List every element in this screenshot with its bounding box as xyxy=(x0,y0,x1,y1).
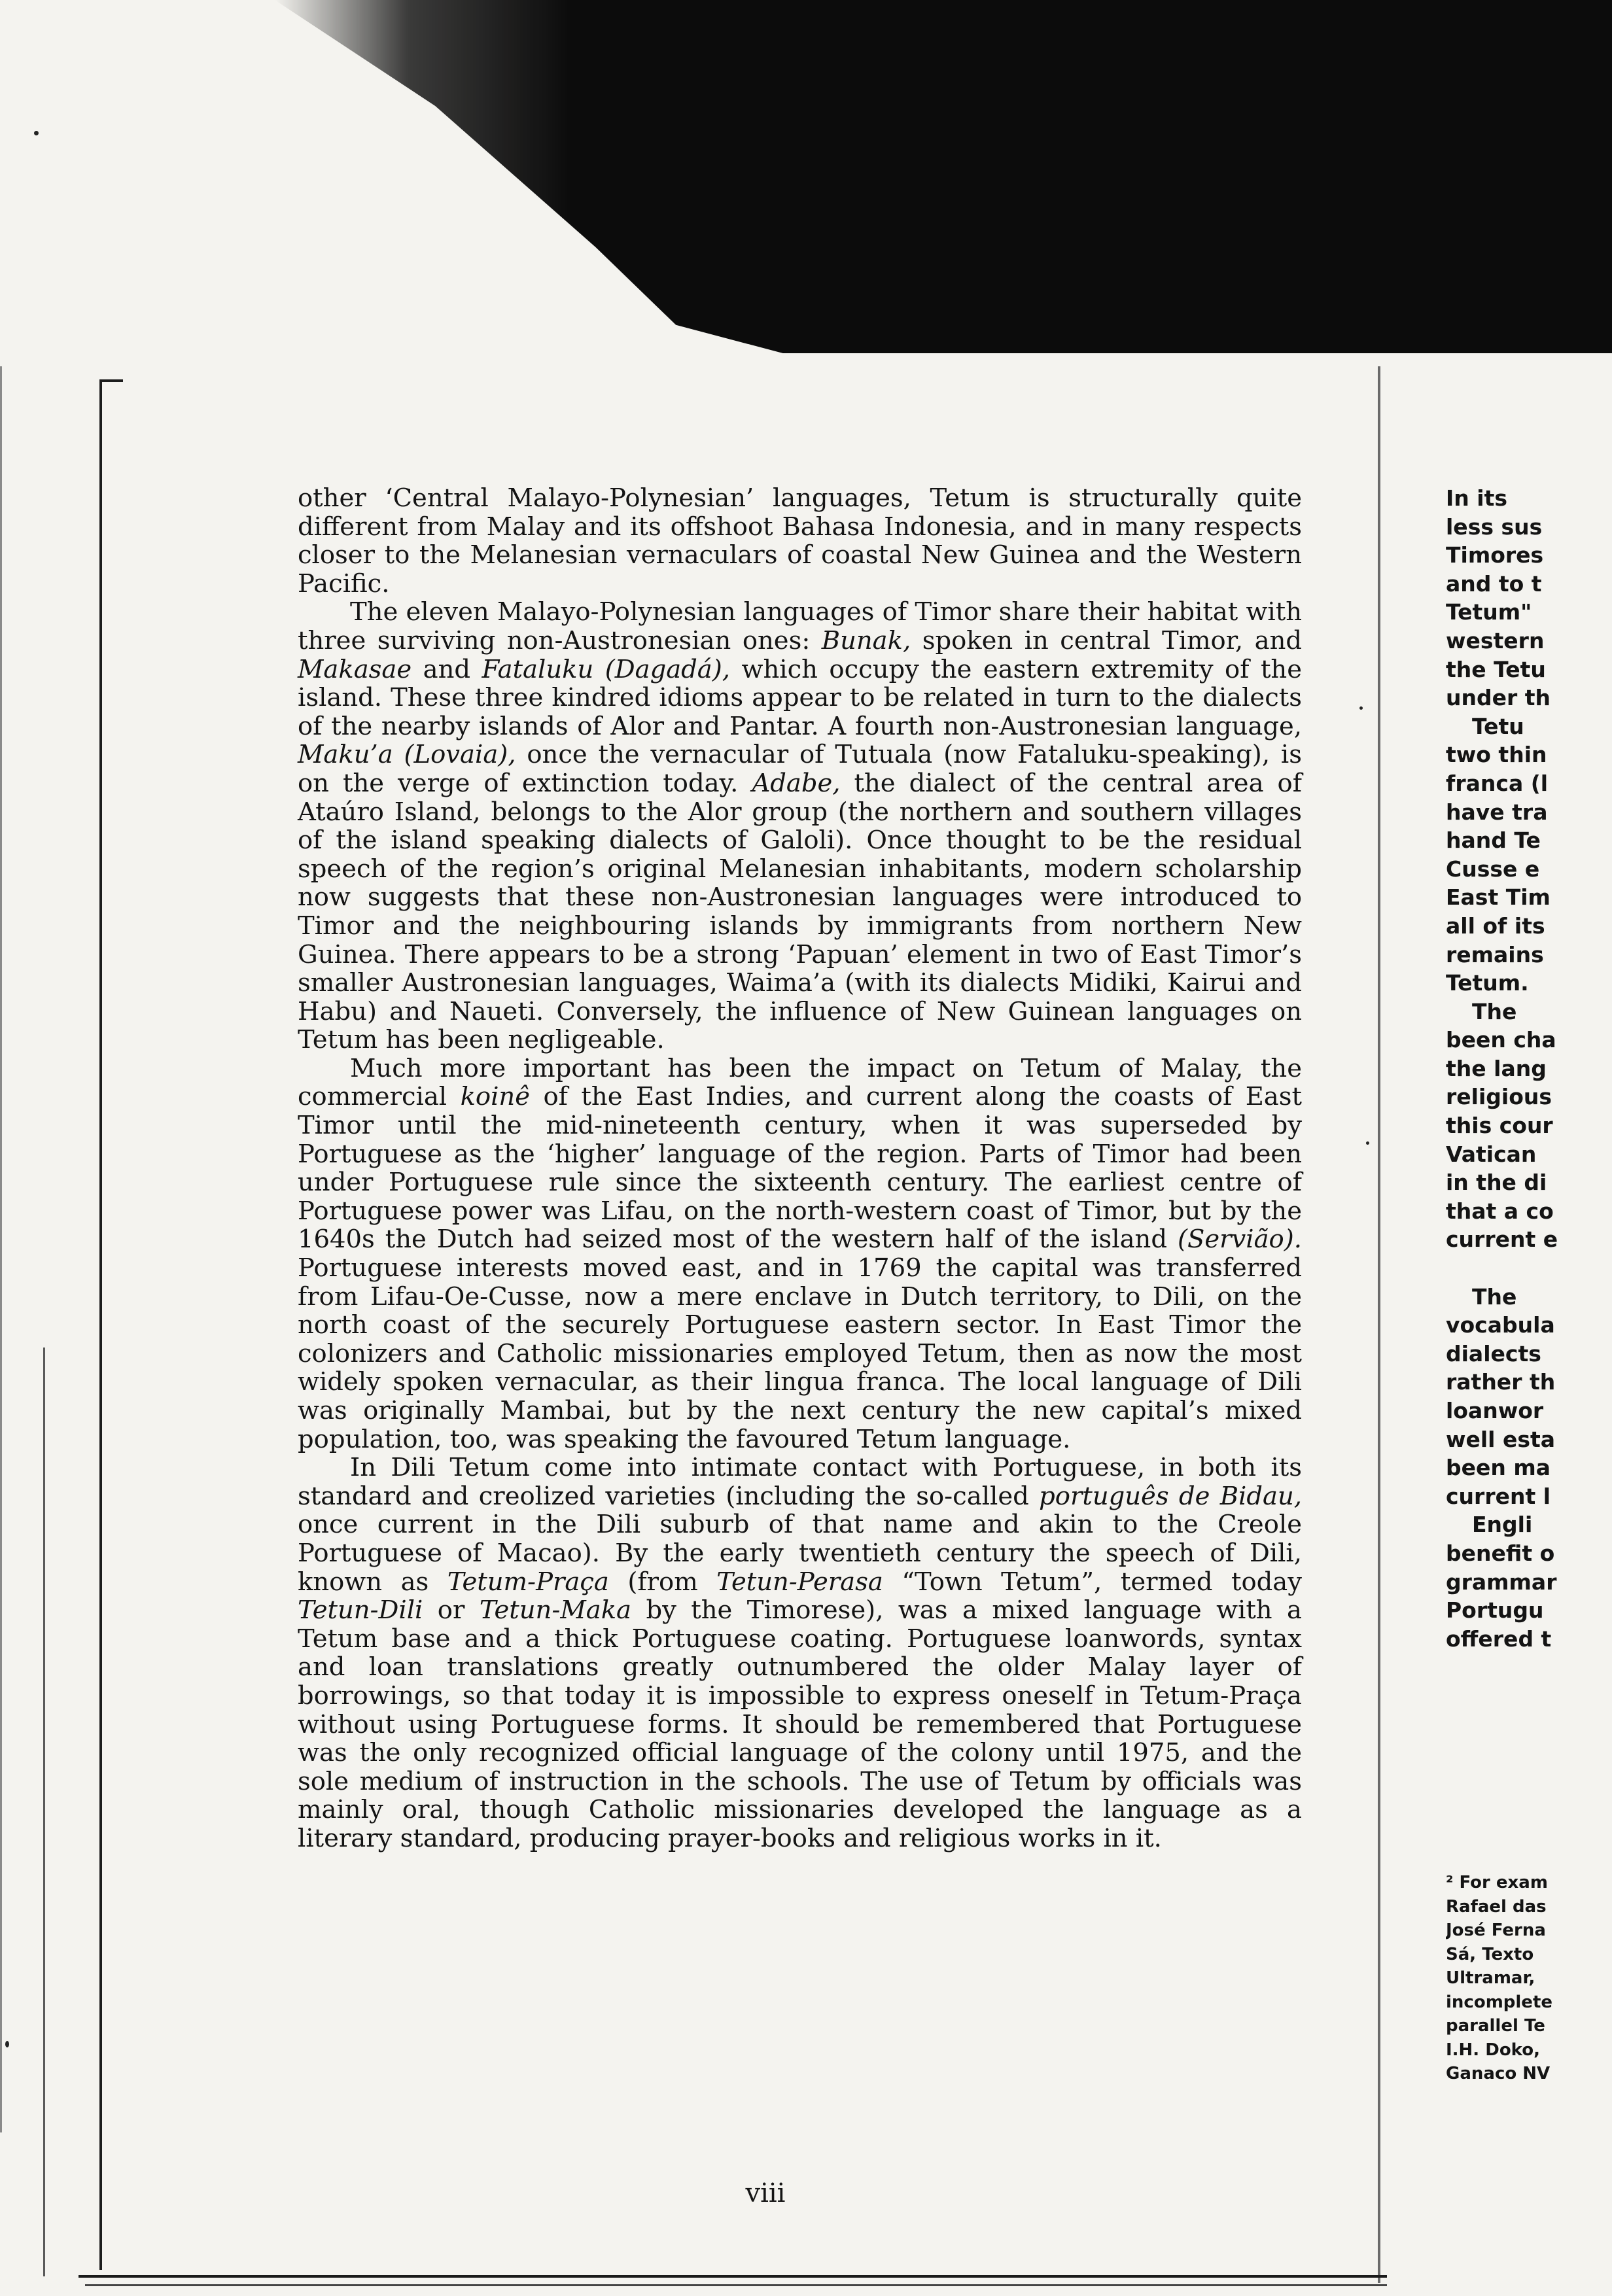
text-run: Portuguese interests moved east, and in 1769 the capital was transferred from Lifau-Oe-Cusse, now a mere enclave in Dutch territory, to Dili, on the north coast of the securely Portuguese eastern sector. In East Timor the colonizers and Catholic missionaries employed Tetum, then as now the most widely spoken vernacular, as their lingua franca. The local language of Dili was originally Mambai, but by the next century the new capital’s mixed population, too, was speaking the favoured Tetum language. xyxy=(298,1253,1302,1454)
text-run: once the vernacular of Tutuala (now Fataluku-speaking), is on the verge of extinction today. xyxy=(298,740,1302,798)
footnote-line: ² For exam xyxy=(1446,1873,1548,1892)
scan-speck xyxy=(5,2041,9,2047)
text-run: In Dili Tetum come into intimate contact with Portuguese, in both its standard and creolized varieties (including the so-called xyxy=(298,1453,1302,1511)
page-frame-rule xyxy=(99,379,102,2270)
main-text-column xyxy=(298,484,1302,1853)
page-edge-line xyxy=(43,1348,45,2276)
italic-term: Maku’a (Lovaia), xyxy=(298,740,516,770)
facing-page-line: the Tetu xyxy=(1446,656,1546,682)
facing-page-line: The xyxy=(1472,1283,1517,1310)
footnote-line: parallel Te xyxy=(1446,2016,1545,2036)
facing-page-line: In its xyxy=(1446,485,1507,511)
facing-page-line: that a co xyxy=(1446,1198,1554,1224)
italic-term: Tetun-Maka xyxy=(479,1595,632,1626)
facing-page-footnote xyxy=(1446,1871,1612,2086)
facing-page-line: current l xyxy=(1446,1483,1551,1509)
text-run: the dialect of the central area of Ataúro Island, belongs to the Alor group (the northern and southern villages of the island speaking dialects of Galoli). Once thought to be the residual speech of the region’s original Melanesian inhabitants, modern scholarship now suggests that these non-Austronesian languages were introduced to Timor and the neighbouring islands by immigrants from northern New Guinea. There appears to be a strong ‘Papuan’ element in two of East Timor’s smaller Austronesian languages, Waima’a (with its dialects Midiki, Kairui and Habu) and Naueti. Conversely, the influence of New Guinean languages on Tetum has been negligeable. xyxy=(298,768,1302,1055)
facing-page-line: two thin xyxy=(1446,742,1547,768)
facing-page-line: Cusse e xyxy=(1446,856,1540,882)
scan-speck xyxy=(1366,1141,1369,1145)
facing-page-line: all of its xyxy=(1446,913,1545,939)
facing-page-line: been cha xyxy=(1446,1027,1556,1053)
facing-page-line: dialects xyxy=(1446,1340,1541,1366)
text-run: once current in the Dili suburb of that name and akin to the Creole Portuguese of Macao). By the early twentieth century the speech of Dili, known as xyxy=(298,1510,1302,1597)
text-run: Much more important has been the impact on Tetum of Malay, the commercial xyxy=(298,1053,1302,1112)
facing-page-line: western xyxy=(1446,627,1545,653)
scan-speck xyxy=(34,131,39,135)
facing-page-column xyxy=(1446,484,1612,1653)
italic-term: Bunak, xyxy=(821,625,911,655)
text-run: or xyxy=(423,1595,480,1626)
facing-page-line: current e xyxy=(1446,1226,1558,1253)
facing-page-line: Engli xyxy=(1472,1512,1533,1538)
italic-term: Tetum-Praça xyxy=(447,1567,609,1597)
text-run: of the East Indies, and current along the coasts of East Timor until the mid-nineteenth century, when it was superseded by Portuguese as the ‘higher’ language of the region. Parts of Timor had been under Portuguese rule since the sixteenth century. The earliest centre of Portuguese power was Lifau, on the north-western coast of Timor, but by the 1640s the Dutch had seized most of the western half of the island xyxy=(298,1082,1302,1255)
facing-page-line: under th xyxy=(1446,685,1551,711)
text-run: “Town Tetum”, termed today xyxy=(883,1567,1302,1597)
footnote-line: Sá, Texto xyxy=(1446,1944,1534,1964)
facing-page-line: this cour xyxy=(1446,1113,1553,1139)
italic-term: Fataluku (Dagadá), xyxy=(482,654,731,684)
text-run: (from xyxy=(608,1567,717,1597)
page-edge-line xyxy=(0,366,2,2132)
facing-page-line: in the di xyxy=(1446,1170,1547,1196)
footnote-line: I.H. Doko, xyxy=(1446,2040,1541,2060)
footnote-line: Ultramar, xyxy=(1446,1968,1535,1988)
page-frame-tick xyxy=(99,379,123,382)
footnote-line: Rafael das xyxy=(1446,1896,1547,1917)
facing-page-line: less sus xyxy=(1446,513,1543,540)
italic-term: português de Bidau, xyxy=(1039,1481,1302,1511)
footnote-line: incomplete xyxy=(1446,1992,1553,2012)
facing-page-line: Portugu xyxy=(1446,1597,1544,1624)
facing-page-line: hand Te xyxy=(1446,827,1541,854)
facing-page-line: rather th xyxy=(1446,1369,1556,1395)
facing-page-line: grammar xyxy=(1446,1569,1557,1595)
text-run: The eleven Malayo-Polynesian languages of Timor share their habitat with three surviving non-Austronesian ones: xyxy=(298,597,1302,655)
facing-page-line: Tetum" xyxy=(1446,599,1532,625)
text-run: spoken in central Timor, and xyxy=(911,625,1303,655)
facing-page-line: The xyxy=(1472,998,1517,1024)
text-run: other ‘Central Malayo-Polynesian’ languages, Tetum is structurally quite different from Malay and its offshoot Bahasa Indonesia, and in many respects closer to the Melanesian vernaculars of coastal New Guinea and the Western Pacific. xyxy=(298,483,1302,599)
page-number: viii xyxy=(745,2178,786,2208)
text-run: by the Timorese), was a mixed language with a Tetum base and a thick Portuguese coating. Portuguese loanwords, syntax and loan translations greatly outnumbered the older Malay layer of borrowings, so that today it is impossible to express oneself in Tetum-Praça without using Portuguese forms. It should be remembered that Portuguese was the only recognized official language of the colony until 1975, and the sole medium of instruction in the schools. The use of Tetum by officials was mainly oral, though Catholic missionaries developed the language as a literary standard, producing prayer-books and religious works in it. xyxy=(298,1595,1302,1853)
facing-page-line: franca (l xyxy=(1446,770,1549,796)
bottom-rule xyxy=(85,2284,1387,2286)
paragraph xyxy=(298,484,1302,598)
facing-page-line: have tra xyxy=(1446,799,1548,825)
facing-page-line: offered t xyxy=(1446,1626,1552,1652)
facing-page-line: Timores xyxy=(1446,542,1544,568)
scan-speck xyxy=(1359,706,1363,710)
facing-page-line: benefit o xyxy=(1446,1540,1555,1566)
facing-page-line: religious xyxy=(1446,1084,1552,1110)
facing-page-line: and to t xyxy=(1446,570,1542,597)
gutter-line xyxy=(1378,366,1380,2283)
facing-page-line: Vatican xyxy=(1446,1141,1537,1167)
paragraph xyxy=(298,598,1302,1054)
italic-term: (Servião). xyxy=(1177,1225,1302,1255)
facing-page-line: East Tim xyxy=(1446,884,1551,911)
footnote-line: José Ferna xyxy=(1446,1921,1546,1940)
text-run: which occupy the eastern extremity of the island. These three kindred idioms appear to be related in turn to the dialects of the nearby islands of Alor and Pantar. A fourth non-Austronesian language, xyxy=(298,654,1303,741)
facing-page-line: Tetum. xyxy=(1446,970,1529,996)
facing-page-line: well esta xyxy=(1446,1426,1556,1452)
italic-term: Makasae xyxy=(298,654,412,684)
facing-page-line: been ma xyxy=(1446,1455,1551,1481)
italic-term: Tetun-Dili xyxy=(298,1595,423,1626)
italic-term: Tetun-Perasa xyxy=(716,1567,883,1597)
facing-page-line: Tetu xyxy=(1472,713,1524,739)
footnote-line: Ganaco NV xyxy=(1446,2064,1551,2083)
bottom-rule xyxy=(79,2275,1387,2278)
paragraph xyxy=(298,1453,1302,1852)
facing-page-line: remains xyxy=(1446,941,1544,967)
facing-page-line: the lang xyxy=(1446,1055,1547,1081)
facing-page-line: loanwor xyxy=(1446,1398,1544,1423)
italic-term: Adabe, xyxy=(752,768,841,798)
scan-shadow xyxy=(275,0,1612,353)
text-run: and xyxy=(412,654,482,684)
facing-page-line: vocabula xyxy=(1446,1312,1555,1338)
paragraph xyxy=(298,1054,1302,1453)
italic-term: koinê xyxy=(460,1082,530,1112)
facing-page-line xyxy=(1446,1254,1612,1283)
